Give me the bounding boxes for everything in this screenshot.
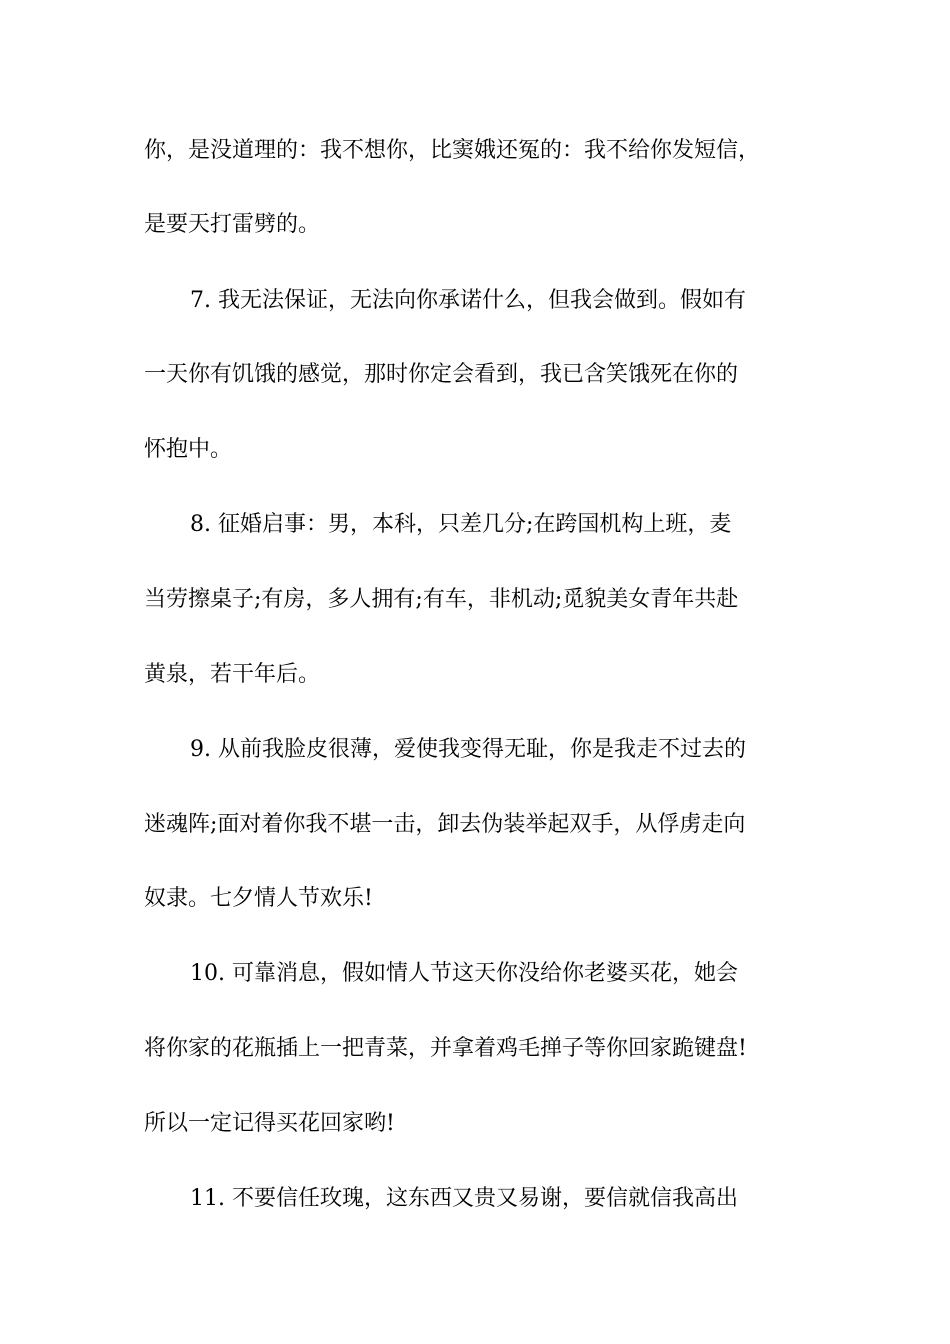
text-line: 黄泉，若干年后。 (144, 662, 321, 687)
paragraph-8-line: 8. 征婚启事：男，本科，只差几分;在跨国机构上班，麦 (190, 512, 732, 537)
text-line: 当劳擦桌子;有房，多人拥有;有车，非机动;觅貌美女青年共赴 (144, 587, 739, 612)
paragraph-7-line: 7. 我无法保证，无法向你承诺什么，但我会做到。假如有 (190, 288, 746, 313)
text-line: 所以一定记得买花回家哟! (144, 1111, 395, 1136)
text-line: 是要天打雷劈的。 (144, 212, 321, 237)
text-line: 你，是没道理的：我不想你，比窦娥还冤的：我不给你发短信， (144, 138, 761, 163)
text-line: 怀抱中。 (144, 437, 233, 462)
paragraph-10-line: 10. 可靠消息，假如情人节这天你没给你老婆买花，她会 (190, 961, 738, 986)
text-line: 奴隶。七夕情人节欢乐! (144, 886, 373, 911)
paragraph-9-line: 9. 从前我脸皮很薄，爱使我变得无耻，你是我走不过去的 (190, 737, 746, 762)
text-line: 迷魂阵;面对着你我不堪一击，卸去伪装举起双手，从俘虏走向 (144, 812, 746, 837)
text-line: 一天你有饥饿的感觉，那时你定会看到，我已含笑饿死在你的 (144, 362, 739, 387)
paragraph-11-line: 11. 不要信任玫瑰，这东西又贵又易谢，要信就信我高出 (190, 1186, 738, 1211)
text-line: 将你家的花瓶插上一把青菜，并拿着鸡毛掸子等你回家跪键盘! (144, 1036, 747, 1061)
